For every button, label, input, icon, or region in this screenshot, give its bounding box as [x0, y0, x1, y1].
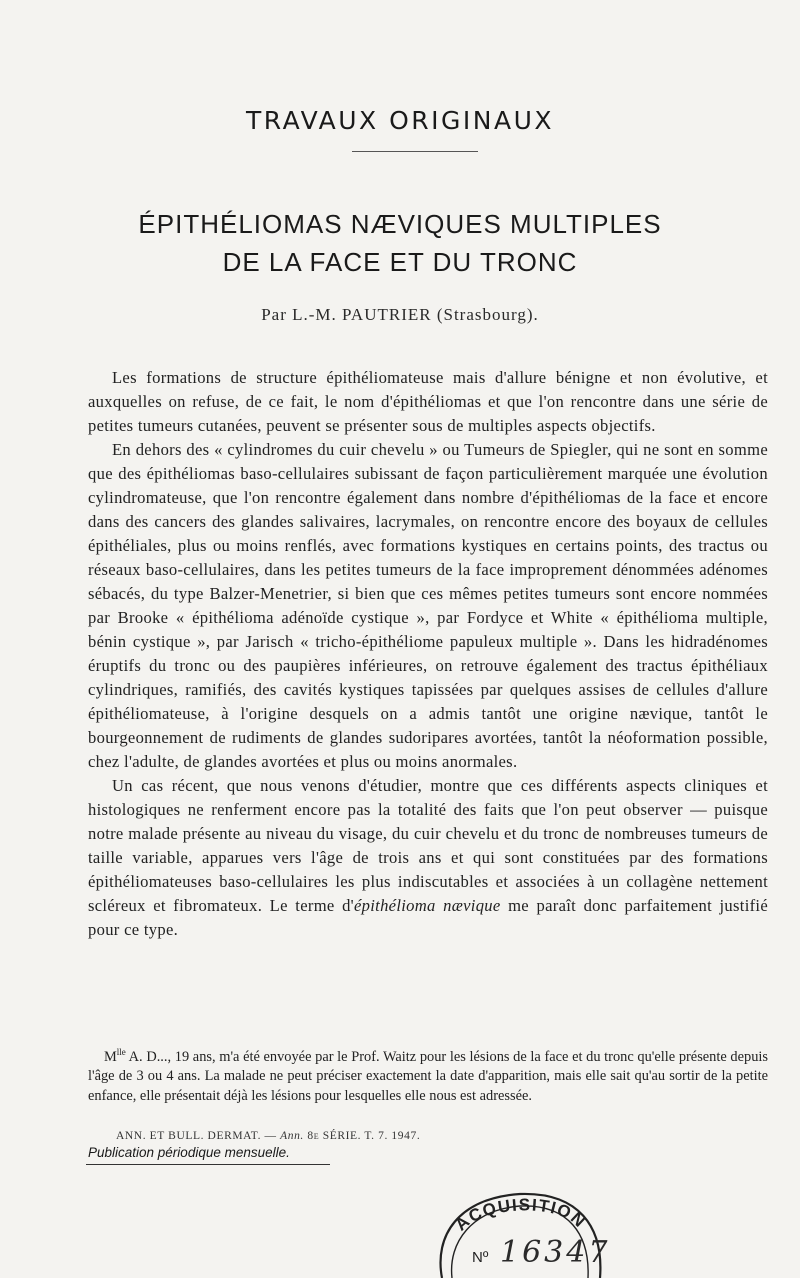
- journal-ref-prefix: ANN. ET BULL. DERMAT. —: [116, 1130, 281, 1142]
- author-byline: Par L.-M. PAUTRIER (Strasbourg).: [261, 305, 539, 324]
- case-title-prefix: M: [104, 1048, 117, 1065]
- case-title-sup: lle: [116, 1047, 126, 1057]
- stamp-number: 16347: [500, 1235, 611, 1270]
- publication-note: Publication périodique mensuelle.: [88, 1145, 290, 1160]
- term-naevic-epithelioma: épithélioma nævique: [353, 896, 501, 915]
- section-heading: TRAVAUX ORIGINAUX: [245, 106, 554, 135]
- heading-rule: [352, 151, 478, 152]
- paragraph-3-text: Un cas récent, que nous venons d'étudier, montre que ces différents aspects cliniques et histologiques ne renferment encore pas la totalité des faits que l'on peut observer — puisque notre malade présente au niveau du visage, du cuir chevelu et du tronc de nombreuses tumeurs de taille variable, apparues vers l'âge de trois ans et qui sont constituées par des formations épithéliomateuses baso-cellulaires les plus indiscutables et associées à un collagène nettement scléreux et fibromateux. Le terme d': [88, 776, 768, 915]
- footer-rule: [86, 1164, 330, 1165]
- journal-reference: [116, 1130, 420, 1142]
- svg-text:ACQUISITION: [452, 1195, 590, 1234]
- case-paragraph: [88, 1043, 768, 1106]
- article-body: [88, 366, 768, 942]
- stamp-label: ACQUISITION: [451, 1195, 590, 1235]
- paragraph-3: [88, 774, 768, 942]
- acquisition-stamp: [428, 1176, 612, 1278]
- article-title-line-1: ÉPITHÉLIOMAS NÆVIQUES MULTIPLES: [138, 209, 662, 239]
- journal-ref-suffix: 8e SÉRIE. T. 7. 1947.: [303, 1130, 421, 1142]
- paragraph-3-end: me paraît donc parfaitement justifié pour ce type.: [88, 896, 769, 939]
- paragraph-1: Les formations de structure épithéliomateuse mais d'allure bénigne et non évolutive, et auxquelles on refuse, de ce fait, le nom d'épithéliomas et que l'on rencontre dans une série de petites tumeurs cutanées, peuvent se présenter sous de multiples aspects objectifs.: [88, 368, 768, 435]
- stamp-number-prefix: Nº: [472, 1249, 489, 1266]
- case-report: [88, 1043, 768, 1106]
- article-title-line-2: DE LA FACE ET DU TRONC: [222, 247, 578, 277]
- paragraph-2: En dehors des « cylindromes du cuir chevelu » ou Tumeurs de Spiegler, qui ne sont en somme que des épithéliomas baso-cellulaires subissant de façon particulièrement marquée une évolution cylindromateuse, que l'on rencontre également dans nombre d'épithéliomas de la face et encore dans des cancers des glandes salivaires, lacrymales, on rencontre encore des boyaux de cellules épithéliales, plus ou moins renflés, avec formations kystiques en certains points, des tractus ou réseaux baso-cellulaires, dans les petites tumeurs de la face improprement dénommées adénomes sébacés, du type Balzer-Menetrier, si bien que ces mêmes petites tumeurs sont encore nommées par Brooke « épithélioma adénoïde cystique », par Fordyce et White « épithélioma multiple, bénin cystique », par Jarisch « tricho-épithéliome papuleux multiple ». Dans les hidradénomes éruptifs du tronc ou des paupières inférieures, on retrouve également des tractus épithéliaux cylindriques, ramifiés, des cavités kystiques tapissées par quelques assises de cellules d'allure épithéliomateuse, à l'origine desquels on a admis tantôt une origine nævique, tantôt le bourgeonnement de rudiments de glandes sudoripares avortées, tantôt la néoformation possible, chez l'adulte, de glandes avortées et plus ou moins anormales.: [88, 440, 768, 771]
- journal-ref-name: Ann.: [280, 1130, 304, 1142]
- case-text: A. D..., 19 ans, m'a été envoyée par le Prof. Waitz pour les lésions de la face et du tronc qu'elle présente depuis l'âge de 3 ou 4 ans. La malade ne peut préciser exactement la date d'apparition, mais elle sait qu'au sortir de la petite enfance, elle présentait déjà les lésions pour lesquelles elle nous est adressée.: [88, 1048, 768, 1104]
